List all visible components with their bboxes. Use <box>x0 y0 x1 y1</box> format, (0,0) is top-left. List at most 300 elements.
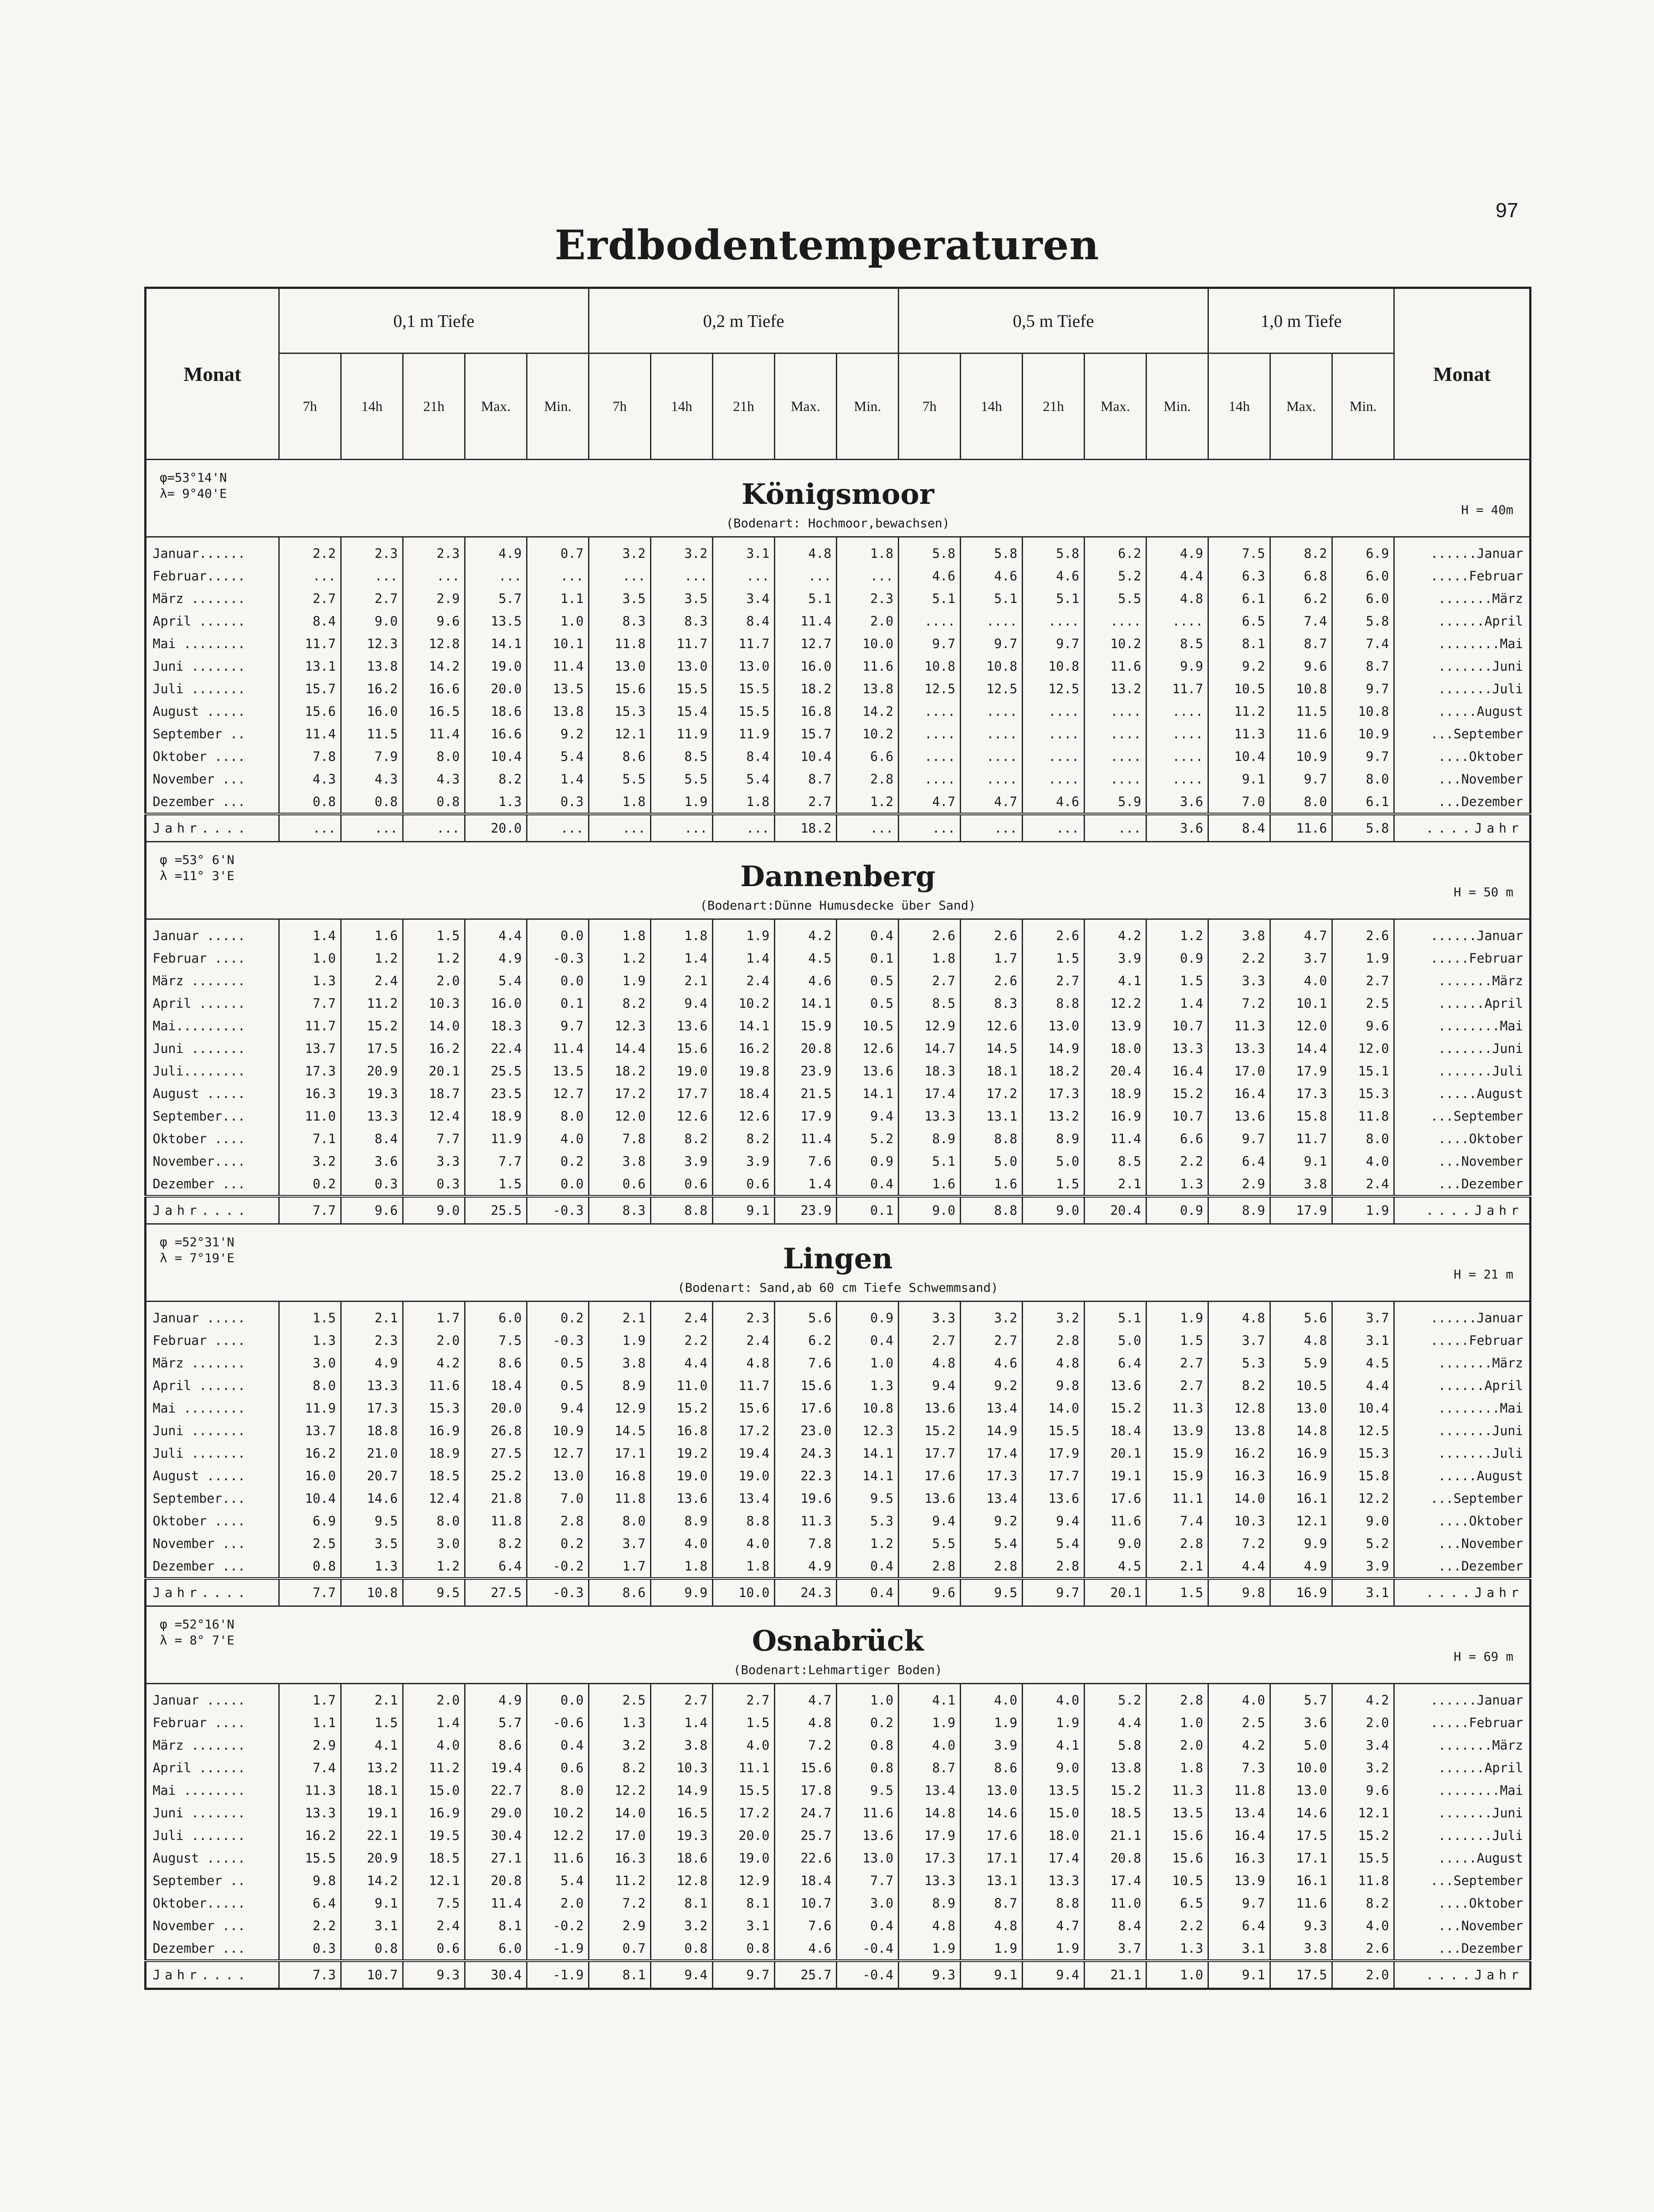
table-cell: ... <box>341 814 403 842</box>
table-cell: 9.5 <box>837 1487 899 1509</box>
table-cell: 10.4 <box>465 745 527 768</box>
year-label-right: ....Jahr <box>1394 1961 1531 1989</box>
table-cell: 10.3 <box>651 1756 713 1779</box>
table-cell: 2.6 <box>1332 919 1394 947</box>
table-cell: 1.2 <box>403 1555 465 1578</box>
table-cell: 12.4 <box>403 1105 465 1127</box>
table-cell: .... <box>961 610 1023 632</box>
table-cell: 11.5 <box>1270 700 1332 722</box>
table-cell: 8.0 <box>527 1105 589 1127</box>
table-cell: 15.6 <box>1146 1847 1208 1869</box>
table-cell: 21.1 <box>1085 1824 1146 1847</box>
header-sub-col: Min. <box>1332 353 1394 460</box>
table-cell: 13.0 <box>527 1464 589 1487</box>
table-cell: 13.0 <box>713 655 775 677</box>
table-cell: 0.8 <box>403 790 465 814</box>
table-cell: 8.0 <box>589 1509 651 1532</box>
table-cell: 16.9 <box>403 1419 465 1442</box>
table-row <box>146 1509 1531 1532</box>
table-cell: 0.6 <box>527 1756 589 1779</box>
table-row <box>146 1150 1531 1172</box>
month-label-right: .....August <box>1394 1082 1531 1105</box>
table-cell: 18.4 <box>775 1869 837 1892</box>
table-cell: 11.6 <box>1270 814 1332 842</box>
table-cell: 1.8 <box>651 1555 713 1578</box>
table-cell: 20.9 <box>341 1060 403 1082</box>
table-cell: 13.6 <box>837 1060 899 1082</box>
table-cell: 1.1 <box>279 1711 341 1734</box>
table-cell: 7.7 <box>279 992 341 1014</box>
table-cell: 18.1 <box>341 1779 403 1801</box>
table-cell: 13.3 <box>1146 1037 1208 1060</box>
table-cell: 3.6 <box>1146 814 1208 842</box>
table-cell: 15.2 <box>1332 1824 1394 1847</box>
table-cell: 13.1 <box>961 1105 1023 1127</box>
table-cell: 1.3 <box>837 1374 899 1397</box>
table-cell: 15.6 <box>713 1397 775 1419</box>
table-cell: 2.8 <box>961 1555 1023 1578</box>
table-cell: 8.3 <box>589 1196 651 1224</box>
table-cell: .... <box>1146 700 1208 722</box>
table-cell: 10.8 <box>837 1397 899 1419</box>
table-cell: 8.7 <box>1332 655 1394 677</box>
table-cell: 5.3 <box>1208 1352 1270 1374</box>
table-cell: 1.9 <box>1023 1711 1085 1734</box>
table-cell: 20.8 <box>1085 1847 1146 1869</box>
month-label: Februar .... <box>146 947 279 969</box>
table-cell: 11.8 <box>589 1487 651 1509</box>
table-cell: 13.6 <box>1085 1374 1146 1397</box>
station-section-header <box>146 1606 1531 1684</box>
table-cell: .... <box>1023 745 1085 768</box>
table-cell: 16.9 <box>1270 1464 1332 1487</box>
table-cell: .... <box>1023 610 1085 632</box>
table-cell: 4.0 <box>713 1734 775 1756</box>
station-longitude: λ = 7°19'E <box>160 1251 235 1265</box>
table-cell: 12.3 <box>341 632 403 655</box>
table-cell: 2.5 <box>589 1684 651 1712</box>
table-cell: 9.4 <box>837 1105 899 1127</box>
table-cell: 2.8 <box>1023 1329 1085 1352</box>
header-sub-col: Max. <box>465 353 527 460</box>
month-label: Oktober..... <box>146 1892 279 1914</box>
table-cell: 4.5 <box>1332 1352 1394 1374</box>
header-sub-col: 14h <box>651 353 713 460</box>
month-label: April ...... <box>146 1756 279 1779</box>
table-cell: 8.6 <box>961 1756 1023 1779</box>
table-row <box>146 768 1531 790</box>
table-cell: 1.9 <box>1332 1196 1394 1224</box>
table-cell: 1.0 <box>1146 1961 1208 1989</box>
table-cell: 18.0 <box>1023 1824 1085 1847</box>
table-cell: 22.6 <box>775 1847 837 1869</box>
table-cell: 10.5 <box>837 1014 899 1037</box>
header-sub-col: 14h <box>961 353 1023 460</box>
table-cell: 11.4 <box>775 610 837 632</box>
table-cell: 17.5 <box>341 1037 403 1060</box>
table-row <box>146 1892 1531 1914</box>
table-cell: 5.4 <box>713 768 775 790</box>
table-cell: 16.4 <box>1208 1824 1270 1847</box>
table-cell: 9.7 <box>1023 632 1085 655</box>
table-cell: 15.2 <box>651 1397 713 1419</box>
table-cell: 13.0 <box>837 1847 899 1869</box>
table-cell: 21.0 <box>341 1442 403 1464</box>
table-cell: 14.6 <box>1270 1801 1332 1824</box>
header-sub-col: 14h <box>1208 353 1270 460</box>
table-cell: 11.7 <box>279 632 341 655</box>
table-cell: 3.8 <box>1208 919 1270 947</box>
table-cell: 8.9 <box>1208 1196 1270 1224</box>
table-cell: 14.6 <box>961 1801 1023 1824</box>
table-cell: 4.0 <box>1208 1684 1270 1712</box>
table-cell: 13.6 <box>1023 1487 1085 1509</box>
table-cell: 8.4 <box>279 610 341 632</box>
table-cell: 11.0 <box>279 1105 341 1127</box>
month-label-right: .......Juli <box>1394 1442 1531 1464</box>
table-cell: 9.4 <box>651 992 713 1014</box>
table-cell: 17.9 <box>1270 1196 1332 1224</box>
table-cell: 6.0 <box>465 1937 527 1961</box>
table-cell: 20.1 <box>1085 1442 1146 1464</box>
table-cell: 5.7 <box>465 587 527 610</box>
table-cell: 0.4 <box>837 1914 899 1937</box>
table-cell: 4.8 <box>1146 587 1208 610</box>
table-cell: ... <box>1085 814 1146 842</box>
month-label: Juni ....... <box>146 1419 279 1442</box>
table-cell: -1.9 <box>527 1937 589 1961</box>
table-cell: .... <box>899 768 961 790</box>
station-height: H = 50 m <box>1454 885 1514 899</box>
table-cell: 8.8 <box>961 1127 1023 1150</box>
table-cell: 4.6 <box>1023 565 1085 587</box>
table-cell: 11.6 <box>403 1374 465 1397</box>
table-cell: 2.1 <box>341 1302 403 1329</box>
table-cell: 0.8 <box>279 1555 341 1578</box>
table-cell: 19.2 <box>651 1442 713 1464</box>
table-cell: 12.6 <box>961 1014 1023 1037</box>
station-section-header <box>146 842 1531 919</box>
table-cell: 3.2 <box>651 1914 713 1937</box>
table-cell: 9.8 <box>1023 1374 1085 1397</box>
table-row <box>146 1779 1531 1801</box>
table-cell: 8.6 <box>465 1352 527 1374</box>
month-label: Juli........ <box>146 1060 279 1082</box>
table-cell: 16.2 <box>279 1442 341 1464</box>
table-row <box>146 1734 1531 1756</box>
table-cell: 18.1 <box>961 1060 1023 1082</box>
month-label: April ...... <box>146 1374 279 1397</box>
table-cell: 1.4 <box>713 947 775 969</box>
table-cell: 25.7 <box>775 1824 837 1847</box>
table-cell: 5.1 <box>1085 1302 1146 1329</box>
table-cell: 16.6 <box>465 722 527 745</box>
table-cell: 11.2 <box>341 992 403 1014</box>
table-cell: 13.3 <box>1023 1869 1085 1892</box>
table-cell: 13.8 <box>1208 1419 1270 1442</box>
table-cell: 10.0 <box>713 1578 775 1606</box>
table-cell: 2.0 <box>1332 1711 1394 1734</box>
table-cell: .... <box>1085 700 1146 722</box>
table-cell: 7.6 <box>775 1352 837 1374</box>
month-label: Dezember ... <box>146 790 279 814</box>
table-cell: 8.2 <box>651 1127 713 1150</box>
table-cell: 2.2 <box>651 1329 713 1352</box>
month-label-right: ...September <box>1394 1869 1531 1892</box>
table-cell: 12.0 <box>1270 1014 1332 1037</box>
table-cell: 11.7 <box>651 632 713 655</box>
table-cell: 1.2 <box>1146 919 1208 947</box>
table-cell: 4.1 <box>1085 969 1146 992</box>
table-cell: 4.3 <box>279 768 341 790</box>
table-cell: 0.5 <box>837 992 899 1014</box>
table-cell: 7.4 <box>279 1756 341 1779</box>
table-cell: 3.2 <box>1332 1756 1394 1779</box>
table-cell: 2.7 <box>961 1329 1023 1352</box>
table-cell: 6.4 <box>1208 1914 1270 1937</box>
table-cell: 17.0 <box>589 1824 651 1847</box>
table-cell: 2.4 <box>341 969 403 992</box>
table-cell: 2.1 <box>589 1302 651 1329</box>
table-row <box>146 677 1531 700</box>
table-cell: 15.7 <box>775 722 837 745</box>
table-cell: -0.2 <box>527 1914 589 1937</box>
table-cell: 0.5 <box>837 969 899 992</box>
table-cell: 3.1 <box>1208 1937 1270 1961</box>
table-cell: 17.1 <box>961 1847 1023 1869</box>
table-cell: 0.6 <box>403 1937 465 1961</box>
table-cell: 13.6 <box>651 1487 713 1509</box>
table-cell: 13.0 <box>651 655 713 677</box>
month-label: Juni ....... <box>146 1801 279 1824</box>
table-row <box>146 722 1531 745</box>
table-cell: 5.1 <box>899 587 961 610</box>
table-cell: 18.3 <box>465 1014 527 1037</box>
table-cell: .... <box>1085 610 1146 632</box>
table-cell: 11.8 <box>1332 1869 1394 1892</box>
table-cell: 15.5 <box>279 1847 341 1869</box>
table-cell: 8.5 <box>651 745 713 768</box>
table-cell: 22.4 <box>465 1037 527 1060</box>
table-cell: 11.6 <box>1270 1892 1332 1914</box>
table-cell: 2.9 <box>279 1734 341 1756</box>
year-row <box>146 1961 1531 1989</box>
table-cell: ... <box>713 814 775 842</box>
table-cell: 6.4 <box>1208 1150 1270 1172</box>
table-cell: 17.0 <box>1208 1060 1270 1082</box>
month-label-right: ...September <box>1394 1487 1531 1509</box>
table-cell: 1.0 <box>527 610 589 632</box>
table-cell: 20.7 <box>341 1464 403 1487</box>
month-label: September .. <box>146 1869 279 1892</box>
table-cell: 18.9 <box>465 1105 527 1127</box>
table-cell: 16.8 <box>651 1419 713 1442</box>
table-cell: 3.3 <box>899 1302 961 1329</box>
table-cell: 15.6 <box>279 700 341 722</box>
table-cell: 1.3 <box>465 790 527 814</box>
table-cell: 13.0 <box>589 655 651 677</box>
table-cell: 9.1 <box>1208 768 1270 790</box>
table-cell: 14.2 <box>341 1869 403 1892</box>
table-cell: 2.7 <box>775 790 837 814</box>
month-label-right: ........Mai <box>1394 1397 1531 1419</box>
month-label: Mai ........ <box>146 632 279 655</box>
table-cell: 20.8 <box>465 1869 527 1892</box>
table-cell: 9.5 <box>403 1578 465 1606</box>
table-cell: 0.1 <box>527 992 589 1014</box>
table-cell: -0.2 <box>527 1555 589 1578</box>
table-cell: .... <box>961 700 1023 722</box>
table-cell: 15.3 <box>1332 1082 1394 1105</box>
year-label-right: ....Jahr <box>1394 1196 1531 1224</box>
table-cell: 3.2 <box>589 1734 651 1756</box>
table-cell: 11.2 <box>403 1756 465 1779</box>
header-sub-col: Max. <box>775 353 837 460</box>
table-cell: .... <box>899 722 961 745</box>
month-label-right: ....Oktober <box>1394 1892 1531 1914</box>
table-cell: 13.5 <box>1146 1801 1208 1824</box>
table-cell: 5.8 <box>961 537 1023 565</box>
header-sub-col: 7h <box>589 353 651 460</box>
table-cell: 1.7 <box>961 947 1023 969</box>
table-row <box>146 745 1531 768</box>
table-cell: 23.0 <box>775 1419 837 1442</box>
table-cell: 13.6 <box>1208 1105 1270 1127</box>
table-cell: 9.7 <box>1023 1578 1085 1606</box>
table-cell: 5.5 <box>899 1532 961 1555</box>
table-cell: 8.8 <box>961 1196 1023 1224</box>
table-cell: 2.7 <box>1023 969 1085 992</box>
station-longitude: λ = 8° 7'E <box>160 1633 235 1647</box>
table-cell: 16.9 <box>403 1801 465 1824</box>
month-label-right: ...Dezember <box>1394 790 1531 814</box>
table-cell: 0.9 <box>837 1302 899 1329</box>
table-cell: 9.7 <box>713 1961 775 1989</box>
table-cell: 4.8 <box>1270 1329 1332 1352</box>
table-cell: 13.3 <box>341 1105 403 1127</box>
table-cell: 19.3 <box>651 1824 713 1847</box>
table-cell: 13.2 <box>1023 1105 1085 1127</box>
table-cell: 23.9 <box>775 1060 837 1082</box>
table-cell: 5.5 <box>651 768 713 790</box>
table-cell: 4.9 <box>465 1684 527 1712</box>
table-cell: 7.1 <box>279 1127 341 1150</box>
table-cell: 19.0 <box>465 655 527 677</box>
table-cell: 0.7 <box>527 537 589 565</box>
table-cell: 1.4 <box>651 1711 713 1734</box>
month-label: August ..... <box>146 700 279 722</box>
table-cell: 14.4 <box>1270 1037 1332 1060</box>
table-cell: 6.4 <box>279 1892 341 1914</box>
station-soil-type: (Bodenart: Sand,ab 60 cm Tiefe Schwemmsand) <box>677 1280 998 1295</box>
table-cell: 1.9 <box>651 790 713 814</box>
table-cell: 7.7 <box>279 1196 341 1224</box>
table-cell: 5.9 <box>1085 790 1146 814</box>
table-cell: 12.5 <box>1023 677 1085 700</box>
station-header-row <box>146 1606 1531 1684</box>
table-cell: 5.3 <box>837 1509 899 1532</box>
table-cell: 7.2 <box>775 1734 837 1756</box>
table-cell: 2.1 <box>1085 1172 1146 1196</box>
table-cell: 9.4 <box>527 1397 589 1419</box>
table-cell: 15.6 <box>651 1037 713 1060</box>
table-cell: 12.9 <box>589 1397 651 1419</box>
table-cell: 5.2 <box>837 1127 899 1150</box>
header-sub-col: 21h <box>403 353 465 460</box>
table-cell: 13.6 <box>899 1397 961 1419</box>
table-cell: 2.9 <box>1208 1172 1270 1196</box>
table-cell: 2.7 <box>341 587 403 610</box>
table-cell: .... <box>1146 745 1208 768</box>
table-cell: 0.8 <box>341 1937 403 1961</box>
table-cell: 10.8 <box>1270 677 1332 700</box>
table-cell: ... <box>403 565 465 587</box>
year-label-right: ....Jahr <box>1394 814 1531 842</box>
station-height: H = 21 m <box>1454 1267 1514 1282</box>
table-cell: 20.9 <box>341 1847 403 1869</box>
table-cell: 9.6 <box>403 610 465 632</box>
table-cell: 8.2 <box>589 992 651 1014</box>
table-cell: 18.0 <box>1085 1037 1146 1060</box>
table-cell: 7.5 <box>403 1892 465 1914</box>
table-cell: 1.9 <box>899 1711 961 1734</box>
table-cell: 1.5 <box>1023 1172 1085 1196</box>
table-cell: 13.2 <box>341 1756 403 1779</box>
table-cell: 2.2 <box>1208 947 1270 969</box>
table-cell: 0.8 <box>651 1937 713 1961</box>
table-cell: 16.0 <box>775 655 837 677</box>
table-cell: 8.1 <box>589 1961 651 1989</box>
table-cell: 3.7 <box>1270 947 1332 969</box>
table-cell: 2.1 <box>1146 1555 1208 1578</box>
table-cell: 12.0 <box>1332 1037 1394 1060</box>
table-cell: 13.9 <box>1085 1014 1146 1037</box>
year-label: Jahr.... <box>146 1961 279 1989</box>
table-cell: 3.5 <box>651 587 713 610</box>
table-cell: 10.2 <box>527 1801 589 1824</box>
table-cell: 6.4 <box>1085 1352 1146 1374</box>
table-cell: 9.7 <box>899 632 961 655</box>
table-cell: 7.4 <box>1270 610 1332 632</box>
table-cell: 7.4 <box>1146 1509 1208 1532</box>
table-cell: 7.6 <box>775 1914 837 1937</box>
table-cell: 9.6 <box>1332 1014 1394 1037</box>
month-label-right: .......März <box>1394 1352 1531 1374</box>
table-cell: 2.1 <box>651 969 713 992</box>
table-cell: 3.1 <box>1332 1578 1394 1606</box>
table-cell: 13.4 <box>1208 1801 1270 1824</box>
table-cell: 9.1 <box>713 1196 775 1224</box>
table-cell: 3.9 <box>1332 1555 1394 1578</box>
table-cell: 11.3 <box>1146 1779 1208 1801</box>
table-cell: 16.9 <box>1270 1578 1332 1606</box>
table-cell: 8.4 <box>713 610 775 632</box>
table-cell: 3.7 <box>589 1532 651 1555</box>
table-cell: 2.3 <box>713 1302 775 1329</box>
table-cell: 4.0 <box>1270 969 1332 992</box>
table-cell: 0.2 <box>837 1711 899 1734</box>
table-cell: 4.8 <box>713 1352 775 1374</box>
month-label-right: .......März <box>1394 1734 1531 1756</box>
table-cell: 17.3 <box>1270 1082 1332 1105</box>
table-cell: 3.4 <box>713 587 775 610</box>
table-cell: 1.0 <box>279 947 341 969</box>
table-cell: 19.0 <box>713 1464 775 1487</box>
table-cell: 15.8 <box>1332 1464 1394 1487</box>
table-cell: 6.5 <box>1208 610 1270 632</box>
table-cell: 1.8 <box>713 1555 775 1578</box>
soil-temperature-table <box>144 287 1531 1990</box>
